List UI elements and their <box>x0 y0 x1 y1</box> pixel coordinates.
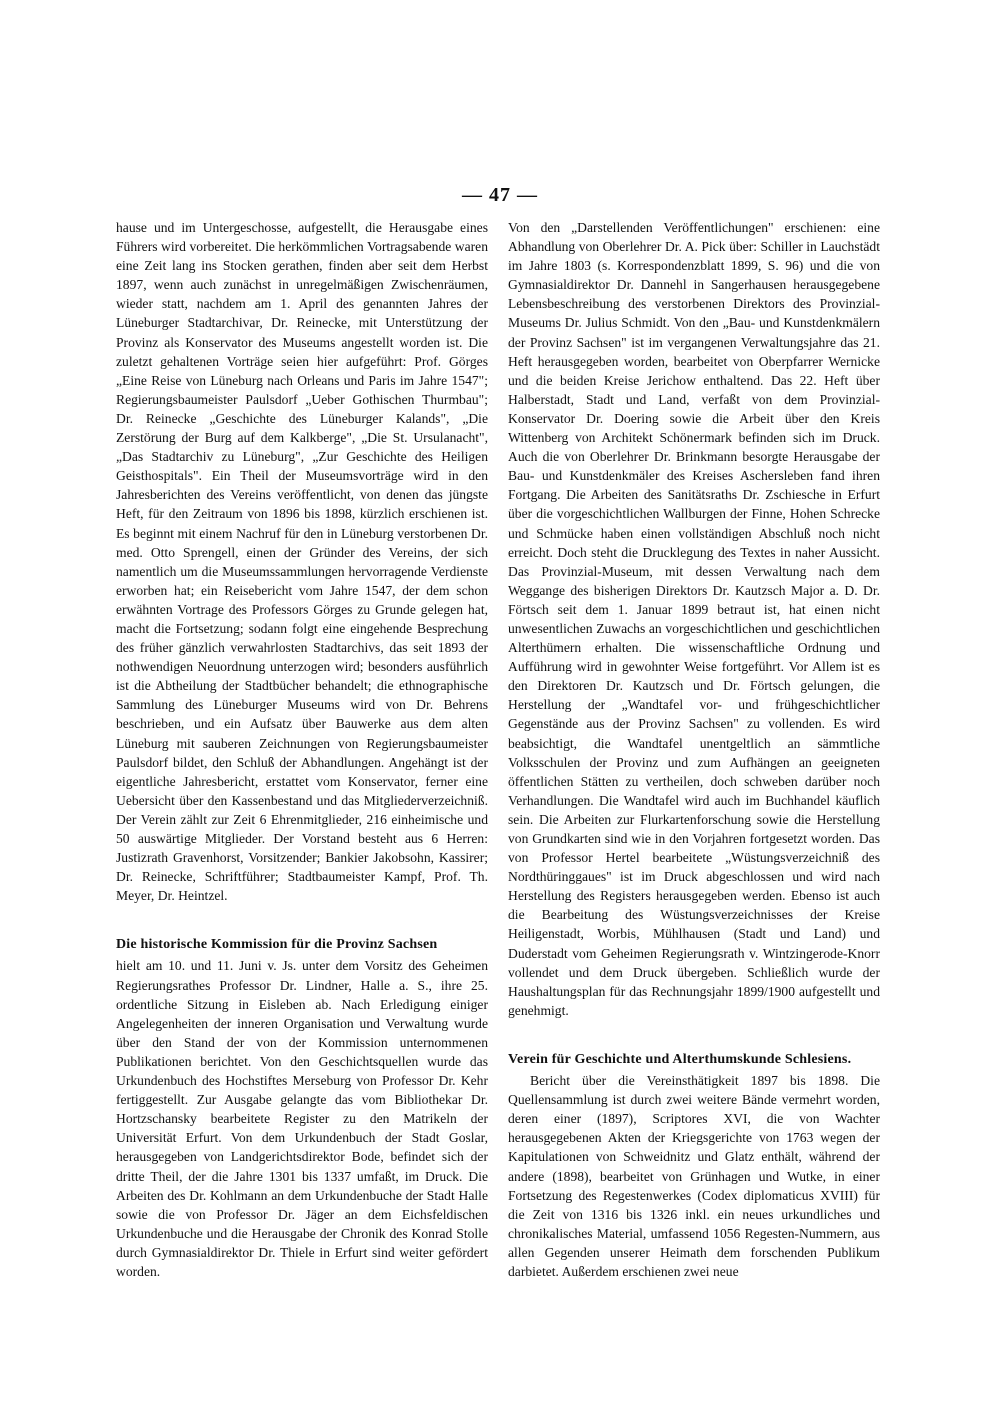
section-heading-verein-schlesiens: Verein für Geschichte und Alterthumskunde Schlesiens. <box>508 1051 852 1067</box>
page-number: — 47 — <box>462 184 538 206</box>
right-paragraph-1: Von den „Darstellenden Veröffentlichungen" erschienen: eine Abhandlung von Oberlehrer Dr. A. Pick über: Schiller in Lauchstädt im Jahre 1803 (s. Korrespondenzblatt 1899, S. 96) und die von Gymnasialdirektor Dr. Dannehl in Sangerhausen herausgegebene Lebensbeschreibung des verstorbenen Direktors des Provinzial-Museums Dr. Julius Schmidt. Von den „Bau- und Kunstdenkmälern der Provinz Sachsen" ist im vergangenen Verwaltungsjahre das 21. Heft herausgegeben worden, bearbeitet von Oberpfarrer Wernicke und die beiden Kreise Jerichow enthaltend. Das 22. Heft über Halberstadt, Stadt und Land, verfaßt von dem Provinzial-Konservator Dr. Doering sowie die Arbeit über den Kreis Wittenberg von Architekt Schönermark befinden sich im Druck. Auch die von Oberlehrer Dr. Brinkmann besorgte Herausgabe der Bau- und Kunstdenkmäler des Kreises Aschersleben fand ihren Fortgang. Die Arbeiten des Sanitätsraths Dr. Zschiesche in Erfurt über die vorgeschichtlichen Wallburgen der Finne, Hohen Schrecke und Schmücke haben einen vollständigen Abschluß noch nicht erreicht. Doch steht die Drucklegung des Textes in naher Aussicht. Das Provinzial-Museum, mit dessen Verwaltung nach dem Weggange des bisherigen Direktors Dr. Kautzsch Major a. D. Dr. Förtsch seit dem 1. Januar 1899 betraut ist, hat einen nicht unwesentlichen Zuwachs an vorgeschichtlichen und geschichtlichen Alterthümern erhalten. Die wissenschaftliche Ordnung und Aufführung wird in gewohnter Weise fortgeführt. Vor Allem ist es den Direktoren Dr. Kautzsch und Dr. Förtsch gelungen, die Herstellung der „Wandtafel vor- und frühgeschichtlicher Gegenstände aus der Provinz Sachsen" zu vollenden. Es wird beabsichtigt, die Wandtafel unentgeltlich an sämmtliche Volksschulen der Provinz und zum Aufhängen an geeigneten öffentlichen Stätten zu vertheilen, doch schweben darüber noch Verhandlungen. Die Wandtafel wird auch im Buchhandel käuflich sein. Die Arbeiten zur Flurkartenforschung sowie die Herstellung von Grundkarten sind wie in den Vorjahren fortgesetzt worden. Das von Professor Hertel bearbeitete „Wüstungsverzeichniß des Nordthüringgaues" ist im Druck abgeschlossen und wird nach Herstellung des Registers herausgegeben werden. Ebenso ist auch die Bearbeitung des Wüstungsverzeichnisses der Kreise Heiligenstadt, Worbis, Mühlhausen (Stadt und Land) und Duderstadt vom Geheimen Regierungsrath v. Wintzingerode-Knorr vollendet und dem Druck übergeben. Schließlich wurde der Haushaltungsplan für das Rechnungsjahr 1899/1900 aufgestellt und genehmigt. <box>508 220 880 1018</box>
left-paragraph-1: hause und im Untergeschosse, aufgestellt, die Herausgabe eines Führers wird vorbereitet. Die herkömmlichen Vortragsabende waren eine Zeit lang ins Stocken gerathen, finden aber seit dem Herbst 1897, wenn auch zunächst in unregelmäßigen Zwischenräumen, wieder statt, nachdem am 1. April des genannten Jahres der Lüneburger Stadtarchivar, Dr. Reinecke, mit Unterstützung der Provinz als Konservator des Museums angestellt worden ist. Die zuletzt gehaltenen Vorträge seien hier aufgeführt: Prof. Görges „Eine Reise von Lüneburg nach Orleans und Paris im Jahre 1547"; Regierungsbaumeister Paulsdorf „Ueber Gothischen Thurmbau"; Dr. Reinecke „Geschichte des Lüneburger Kalands", „Die Zerstörung der Burg auf dem Kalkberge", „Die St. Ursulanacht", „Das Stadtarchiv zu Lüneburg", „Zur Geschichte des Heiligen Geisthospitals". Ein Theil der Museumsvorträge wird in den Jahresberichten des Vereins veröffentlicht, von denen das jüngste Heft, für den Zeitraum von 1896 bis 1898, kürzlich erschienen ist. Es beginnt mit einem Nachruf für den in Lüneburg verstorbenen Dr. med. Otto Sprengell, einen der Gründer des Vereins, der sich namentlich um die Museumssammlungen hervorragende Verdienste erworben hat; ein Reisebericht vom Jahre 1547, der dem schon erwähnten Vortrage des Professors Görges zu Grunde gelegen hat, macht die Fortsetzung; sodann folgt eine eingehende Besprechung des früher gänzlich verwahrlosten Stadtarchivs, das seit 1893 der nothwendigen Neuordnung unterzogen wird; besonders ausführlich ist die Abtheilung der Stadtbücher behandelt; die ethnographische Sammlung des Lüneburger Museums wird von Dr. Behrens beschrieben, und ein Aufsatz über Bauwerke aus dem alten Lüneburg mit sauberen Zeichnungen von Regierungsbaumeister Paulsdorf bildet, den Schluß der Abhandlungen. Angehängt ist der eigentliche Jahresbericht, erstattet vom Konservator, ferner eine Uebersicht über den Kassenbestand und das Mitgliederverzeichniß. Der Verein zählt zur Zeit 6 Ehrenmitglieder, 216 einheimische und 50 auswärtige Mitglieder. Der Vorstand besteht aus 6 Herren: Justizrath Gravenhorst, Vorsitzender; Bankier Jakobsohn, Kassirer; Dr. Reinecke, Schriftführer; Stadtbaumeister Kampf, Prof. Th. Meyer, Dr. Heintzel. <box>116 220 488 904</box>
right-paragraph-2: Bericht über die Vereinsthätigkeit 1897 bis 1898. Die Quellensammlung ist durch zwei weitere Bände vermehrt worden, deren einer (1897), Scriptores XVI, die von Wachter herausgegebenen Akten der Kriegsgerichte von 1763 wegen der Kapitulationen von Schweidnitz und Glatz enthält, während der andere (1898), bearbeitet von Grünhagen und Wutke, in einer Fortsetzung des Regestenwerkes (Codex diplomaticus XVIII) für die Zeit von 1316 bis 1326 inkl. ein neues urkundliches und chronikalisches Material, umfassend 1056 Regesten-Nummern, aus allen Gegenden unserer Heimath dem forschenden Publikum darbietet. Außerdem erschienen zwei neue <box>508 1073 880 1279</box>
right-column <box>508 218 880 1281</box>
left-column <box>116 218 488 1281</box>
section-heading-historische-kommission: Die historische Kommission für die Provinz Sachsen <box>116 937 438 953</box>
left-paragraph-2: hielt am 10. und 11. Juni v. Js. unter dem Vorsitz des Geheimen Regierungsrathes Professor Dr. Lindner, Halle a. S., ihre 25. ordentliche Sitzung in Eisleben ab. Nach Erledigung einiger Angelegenheiten der inneren Organisation und Verwaltung wurde über den Stand der von der Kommission unternommenen Publikationen berichtet. Von den Geschichtsquellen wurde das Urkundenbuch des Hochstiftes Merseburg von Professor Dr. Kehr fertiggestellt. Zur Ausgabe gelangte das vom Bibliothekar Dr. Hortzschansky bearbeitete Register zu den Matrikeln der Universität Erfurt. Von dem Urkundenbuch der Stadt Goslar, herausgegeben von Landgerichtsdirektor Bode, befindet sich der dritte Theil, der die Jahre 1301 bis 1337 umfaßt, im Druck. Die Arbeiten des Dr. Kohlmann an dem Urkundenbuche der Stadt Halle sowie die von Professor Dr. Jäger an dem Eichsfeldischen Urkundenbuche und die Herausgabe der Chronik des Konrad Stolle durch Gymnasialdirektor Dr. Thiele in Erfurt sind weiter gefördert worden. <box>116 958 488 1279</box>
